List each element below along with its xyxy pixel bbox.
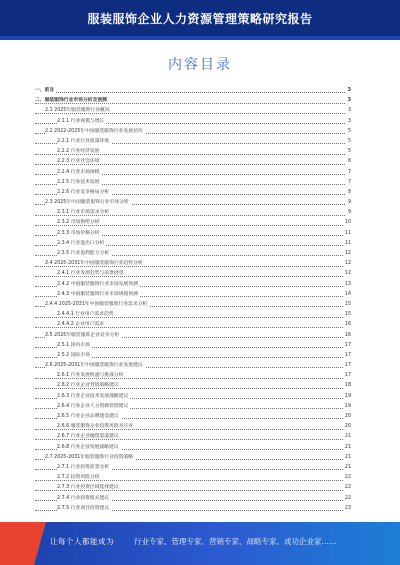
toc-entry[interactable] [35,106,351,116]
toc-page-number: 7 [346,168,351,178]
page-footer [0,522,400,565]
footer-slogan: 让每个人都能成为 [50,537,114,546]
toc-page-number: 5 [346,127,351,137]
toc-entry-title: 2.7.5 行业项目投资建议 [57,505,110,511]
toc-entry[interactable] [35,96,351,106]
toc-entry[interactable] [35,280,351,290]
toc-page-number: 17 [343,351,351,361]
toc-entry-title: 2.4.4.2 企业用户需求 [57,322,105,328]
toc-entry[interactable] [35,218,351,228]
toc-entry-title: 一、前言 [35,88,55,93]
toc-entry-title: 2.2.5 行业技术发展 [57,179,100,185]
toc-page-number: 21 [343,443,351,453]
toc-entry[interactable] [35,453,351,463]
footer-red-block [0,522,34,565]
toc-page-number: 23 [343,504,351,514]
toc-page-number: 21 [343,463,351,473]
toc-page-number: 17 [343,361,351,371]
toc-page-number: 7 [346,178,351,188]
toc-entry[interactable] [35,351,351,361]
toc-entry[interactable] [35,198,351,208]
toc-entry-title: 2.5 2025年服装服饰企业竞争分析 [45,332,120,338]
toc-page-number: 13 [343,280,351,290]
toc-page-number: 14 [343,290,351,300]
toc-page-number: 3 [346,117,351,127]
toc-page-number: 17 [343,341,351,351]
toc-entry-title: 2.3.1 行业市场需求分析 [57,210,110,216]
toc-entry-title: 2.4.1 行业发展趋势与前景展望 [57,271,124,277]
toc-page-number: 3 [346,86,351,96]
toc-entry-title: 2.2.2 行业经济发展 [57,149,100,155]
toc-page-number: 12 [343,269,351,279]
toc-entry-title: 2.4.4 2025-2031年中国服装服饰行业需求分析 [45,301,148,307]
toc-entry-title: 2.6.6 服装服饰企业投资风险及应对 [57,424,134,430]
report-title: 服装服饰企业人力资源管理策略研究报告 [87,12,313,26]
toc-entry[interactable] [35,483,351,493]
toc-entry[interactable] [35,432,351,442]
toc-page-number: 5 [346,147,351,157]
toc-page-number: 6 [346,157,351,167]
footer-red-slant [34,522,46,565]
toc-entry[interactable] [35,473,351,483]
toc-page-number: 5 [346,137,351,147]
toc-entry-title: 2.6.7 行业企业融资渠道建议 [57,434,119,440]
toc-page-number: 20 [343,422,351,432]
toc-leader-dots [35,92,345,93]
toc-page-number: 21 [343,432,351,442]
toc-entry-title: 2.1.1 行业规模与增长 [57,118,105,124]
toc-entry[interactable] [35,168,351,178]
toc-page-number: 15 [343,310,351,320]
toc-page-number: 10 [343,218,351,228]
toc-entry-title: 2.4.4.1 行业用户需求趋势 [57,312,114,318]
toc-entry[interactable] [35,341,351,351]
toc-entry[interactable] [35,229,351,239]
toc-page-number: 16 [343,320,351,330]
toc-entry-title: 2.3.2 市场供给分析 [57,220,100,226]
toc-entry[interactable] [35,320,351,330]
toc-entry-title: 2.3.4 行业进出口分析 [57,240,105,246]
toc-entry[interactable] [35,494,351,504]
toc-entry[interactable] [35,188,351,198]
toc-entry-title: 2.2 2022-2025年中国服装服饰行业发展状况 [45,128,143,134]
toc-entry-title: 2.7.4 行业投资模式建议 [57,495,110,501]
toc-page-number: 19 [343,402,351,412]
toc-page-number: 11 [343,229,351,239]
toc-entry-title: 2.5.1 国内市场 [57,342,90,348]
toc-entry[interactable] [35,269,351,279]
toc-entry-title: 2.2.1 行业行业政策环境 [57,138,110,144]
toc-entry[interactable] [35,463,351,473]
toc-entry[interactable] [35,208,351,218]
toc-entry[interactable] [35,361,351,371]
toc-page-number: 8 [346,188,351,198]
toc-entry-title: 二、服装服饰行业市场分析及预测 [35,98,107,104]
toc-entry-title: 2.6.4 行业企业人力资源管理建议 [57,403,129,409]
toc-entry-title: 2.4.2 中国服装服饰行业市场发展预测 [57,281,138,287]
toc-entry-title: 2.3.3 市场价格分析 [57,230,100,236]
toc-entry-title: 2.3.5 行业盈利能力分析 [57,251,110,256]
toc-entry[interactable] [35,371,351,381]
footer-tagline: 行业专家、管理专家、营销专家、战略专家、成功企业家…… [134,537,337,546]
toc-entry[interactable] [35,381,351,391]
toc-entry[interactable] [35,310,351,320]
toc-entry[interactable] [35,147,351,157]
toc-entry-title: 2.4.3 中国服装服饰行业市场规模预测 [57,291,138,297]
toc-entry[interactable] [35,402,351,412]
toc-entry[interactable] [35,259,351,269]
toc-entry[interactable] [35,392,351,402]
toc-page-number: 18 [343,381,351,391]
toc-entry[interactable] [35,412,351,422]
toc-entry-title: 2.6 2025-2031年中国服装服饰行业发展建议 [45,363,143,369]
toc-entry-title: 2.2.6 行业竞争格局分析 [57,189,110,195]
toc-entry-title: 2.6.2 行业企业营销策略建议 [57,383,119,389]
toc-entry-title: 2.4 2025-2031年中国服装服饰行业趋势分析 [45,261,143,267]
toc-page-number: 22 [343,494,351,504]
toc-entry[interactable] [35,331,351,341]
toc-entry-title: 2.2.3 行业社会环境 [57,159,100,165]
toc-entry-title: 2.2.4 行业市场规模 [57,169,100,175]
toc-entry[interactable] [35,300,351,310]
toc-page-number: 11 [343,239,351,249]
toc-entry-title: 2.7.1 行业投资前景分析 [57,464,110,470]
toc-entry-title: 2.5.2 国际市场 [57,352,90,358]
toc-entry[interactable] [35,157,351,167]
toc-entry[interactable] [35,178,351,188]
toc-entry[interactable] [35,290,351,300]
toc-page-number: 3 [346,106,351,116]
toc-entry[interactable] [35,443,351,453]
toc-page-number: 3 [346,96,351,106]
toc-entry-title: 2.6.8 行业企业发展战略建议 [57,444,119,450]
toc-page-number: 16 [343,331,351,341]
toc-entry-title: 2.7 2025-2031年服装服饰行业投资策略 [45,454,134,460]
toc-entry[interactable] [35,117,351,127]
toc-page-number: 22 [343,483,351,493]
toc-page-number: 9 [346,198,351,208]
toc-entry-title: 2.6.1 行业发展机遇与挑战分析 [57,373,124,379]
toc-page-number: 22 [343,473,351,483]
toc-entry[interactable] [35,86,351,96]
toc-entry[interactable] [35,422,351,432]
toc-entry-title: 2.3 2025年中国服装服饰行业市场分析 [45,200,129,206]
toc-page-number: 19 [343,392,351,402]
toc-entry[interactable] [35,127,351,137]
toc-entry-title: 2.7.2 投资风险分析 [57,475,100,481]
toc-heading: 内容目录 [168,57,232,73]
toc-entry[interactable] [35,504,351,514]
toc-page-number: 12 [343,249,351,259]
toc-entry-title: 2.7.3 行业投资区域选择建议 [57,485,119,491]
toc-page-number: 12 [343,259,351,269]
toc-entry[interactable] [35,137,351,147]
toc-page-number: 17 [343,371,351,381]
toc-page-number: 21 [343,453,351,463]
toc-page-number: 15 [343,300,351,310]
report-header [0,0,400,40]
toc-entry-title: 2.1 2025年服装服饰行业概况 [45,108,110,114]
toc-entry-title: 2.6.3 行业企业技术发展战略建议 [57,393,129,399]
toc-page-number: 9 [346,208,351,218]
toc-entry[interactable] [35,239,351,249]
toc-page-number: 20 [343,412,351,422]
header-accent-bar [0,36,400,40]
toc-entry[interactable] [35,249,351,259]
table-of-contents [35,86,351,514]
toc-entry-title: 2.6.5 行业企业品牌建设建议 [57,414,119,419]
